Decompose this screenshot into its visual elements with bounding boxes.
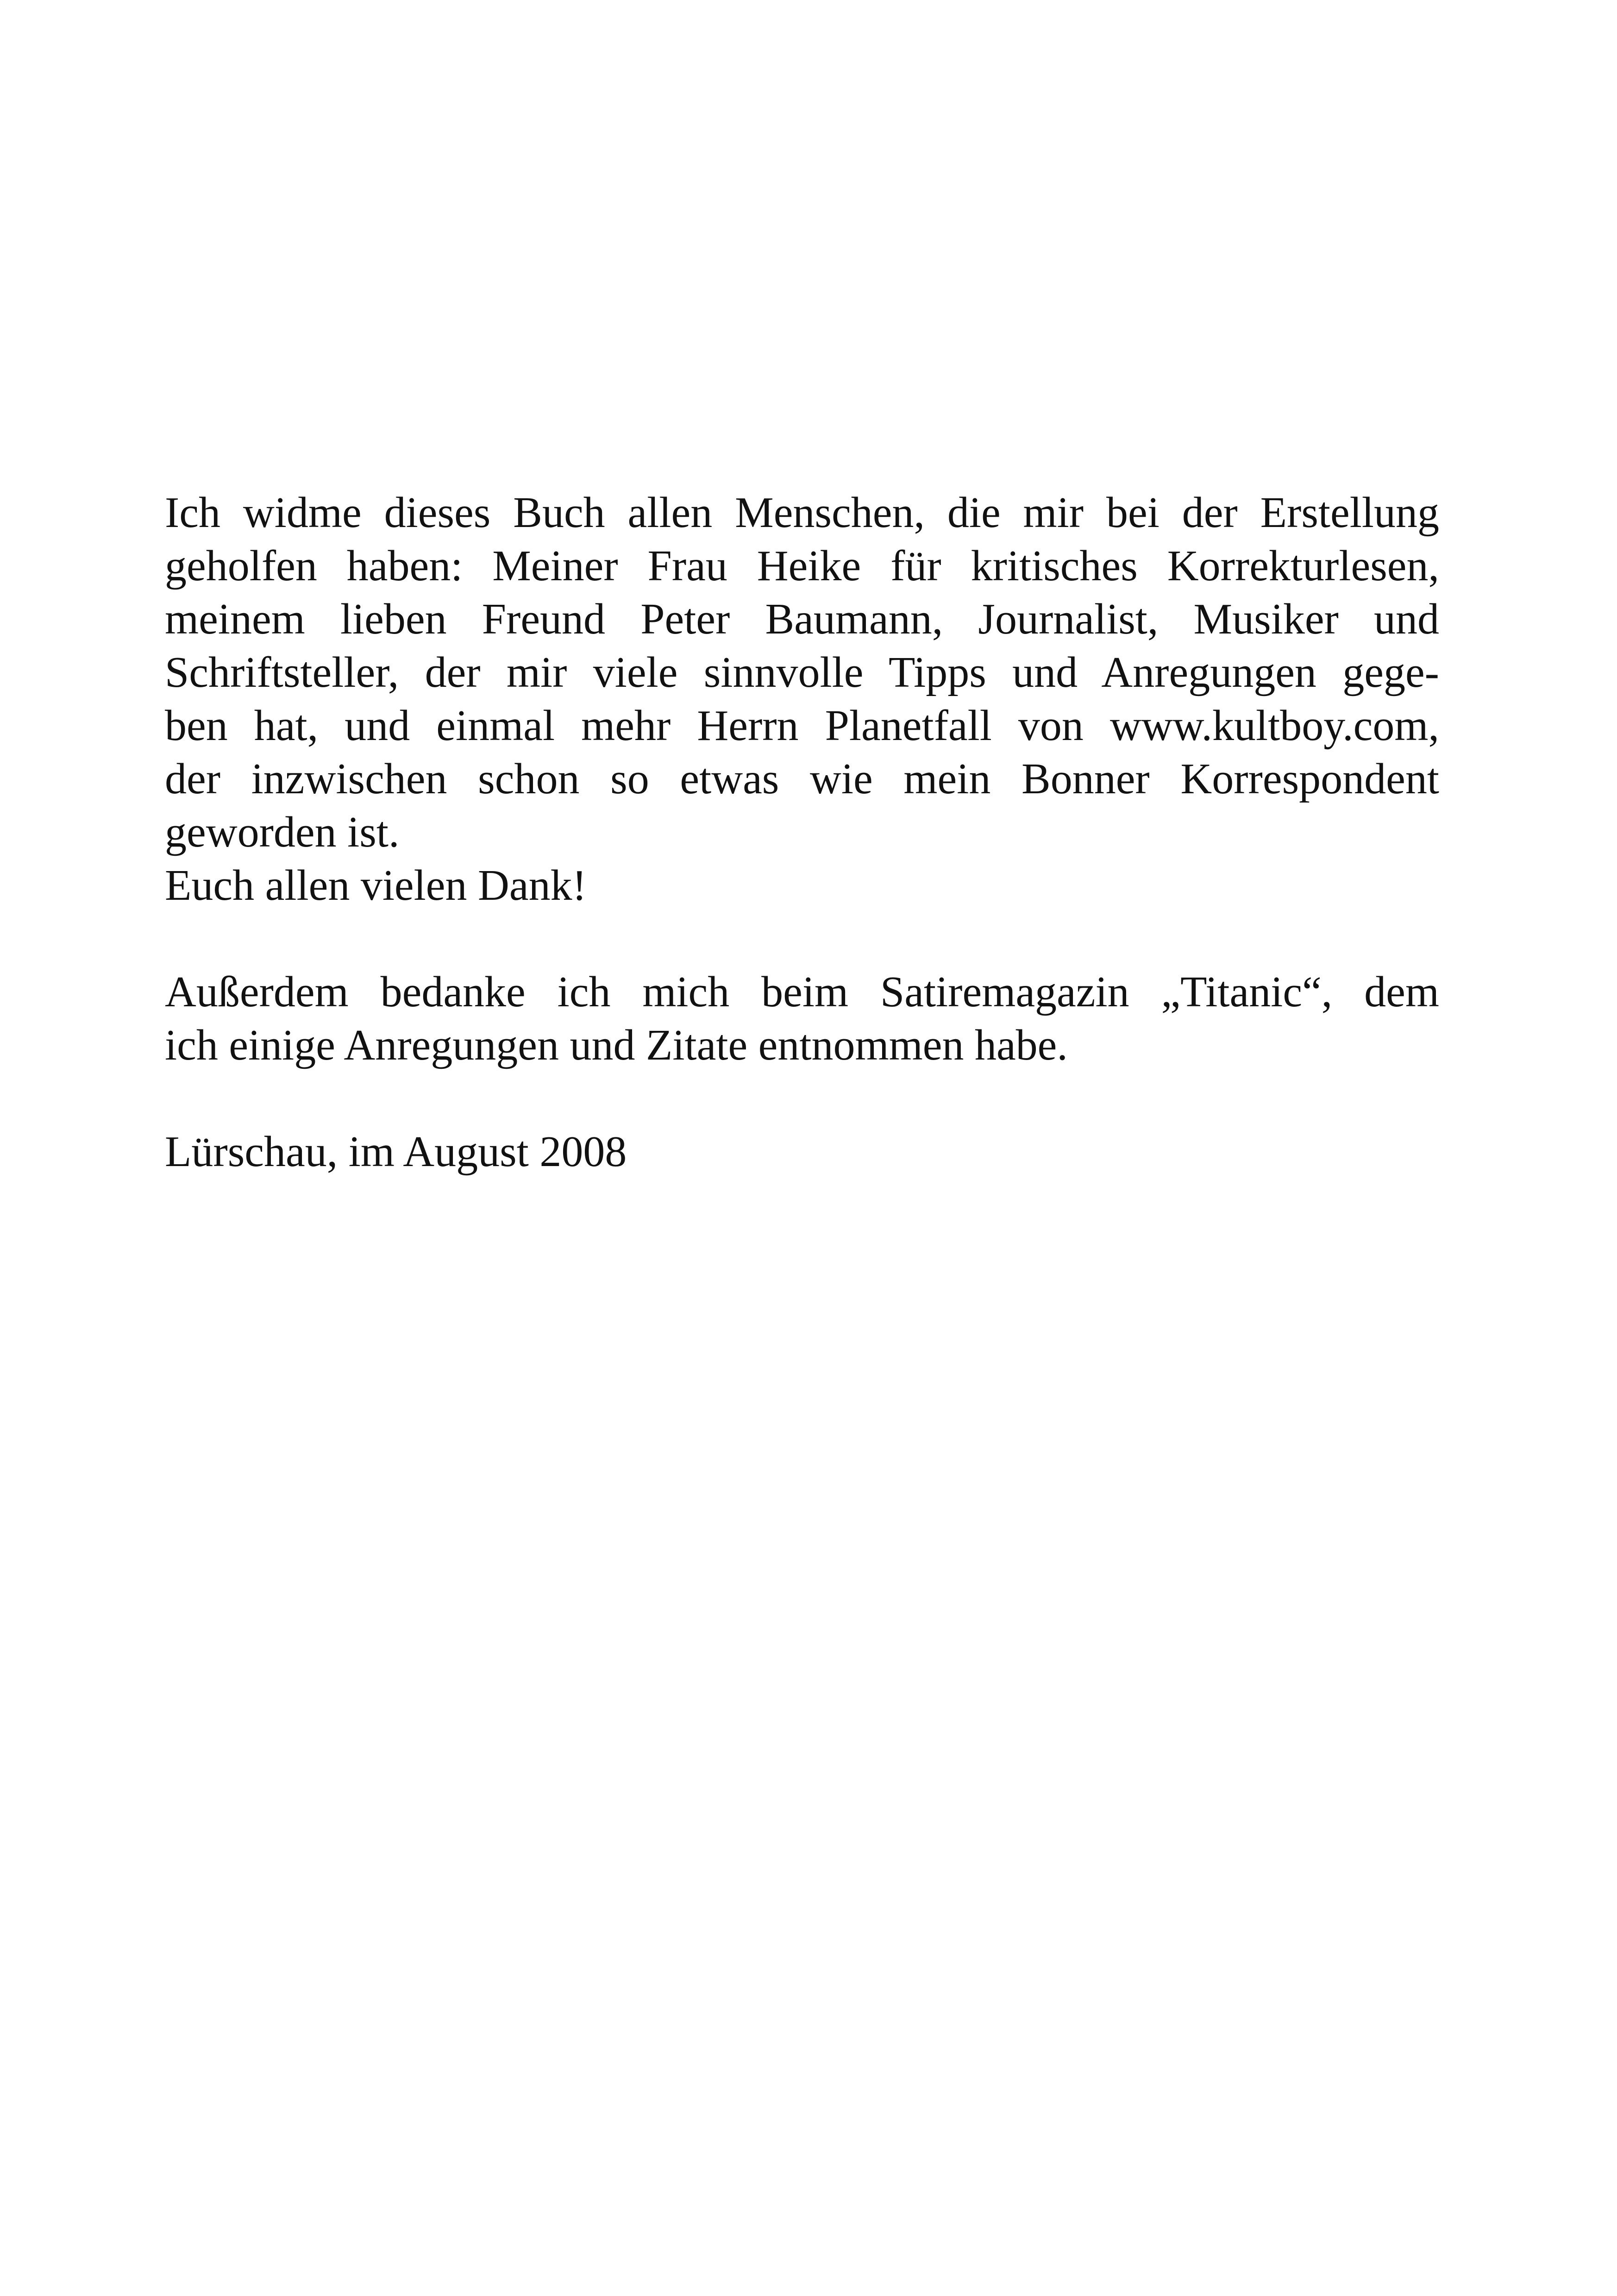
dedication-line-7: geworden ist. bbox=[165, 808, 400, 856]
signoff-place-date: Lürschau, im August 2008 bbox=[165, 1128, 627, 1176]
dedication-line-6: der inzwischen schon so etwas wie mein Bonner Korrespondent bbox=[165, 755, 1439, 803]
dedication-line-5: ben hat, und einmal mehr Herrn Planetfall von www.kultboy.com, bbox=[165, 702, 1439, 750]
dedication-line-1: Ich widme dieses Buch allen Menschen, die mir bei der Erstellung bbox=[165, 489, 1439, 537]
acknowledgement-line-2: ich einige Anregungen und Zitate entnommen habe. bbox=[165, 1021, 1068, 1069]
dedication-line-4: Schriftsteller, der mir viele sinnvolle Tipps und Anregungen gege- bbox=[165, 648, 1439, 696]
paragraph-gap bbox=[165, 1072, 1439, 1125]
paragraph-gap bbox=[165, 912, 1439, 966]
dedication-text bbox=[165, 486, 1439, 1179]
thanks-line: Euch allen vielen Dank! bbox=[165, 861, 587, 910]
dedication-line-3: meinem lieben Freund Peter Baumann, Journalist, Musiker und bbox=[165, 595, 1439, 643]
dedication-line-2: geholfen haben: Meiner Frau Heike für kritisches Korrekturlesen, bbox=[165, 542, 1439, 590]
acknowledgement-line-1: Außerdem bedanke ich mich beim Satiremagazin „Titanic“, dem bbox=[165, 968, 1439, 1016]
